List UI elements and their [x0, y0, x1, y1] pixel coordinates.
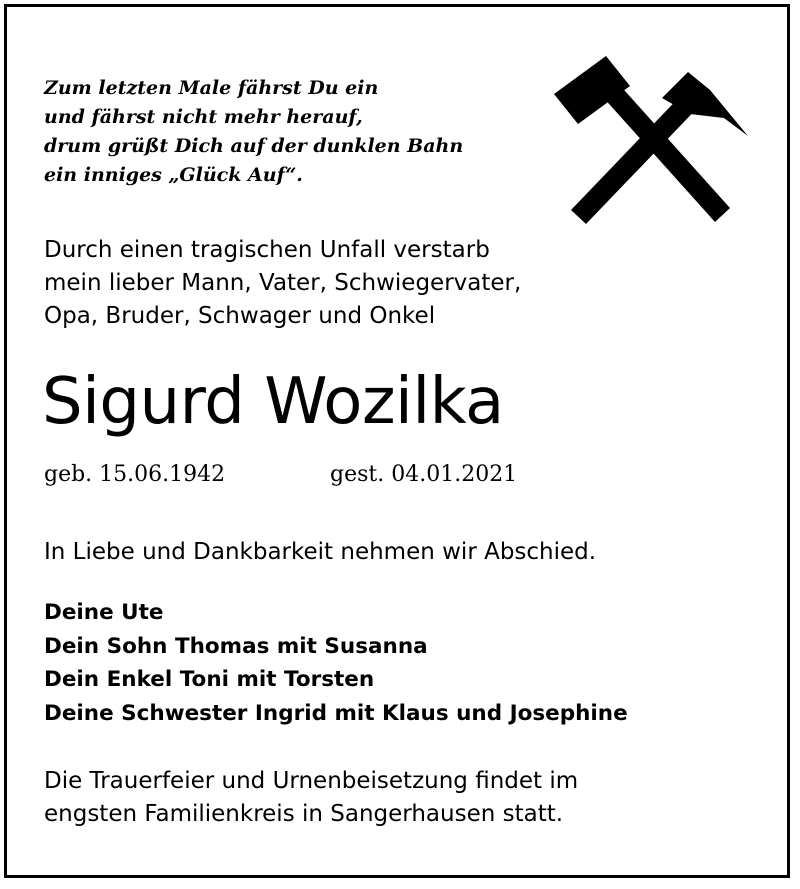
poem-line: und fährst nicht mehr herauf,	[44, 106, 363, 128]
mourner: Deine Ute	[44, 600, 164, 625]
hammer-and-pick-icon	[548, 48, 758, 240]
intro-line: mein lieber Mann, Vater, Schwiegervater,	[44, 270, 522, 296]
poem-line: drum grüßt Dich auf der dunklen Bahn	[44, 135, 464, 157]
poem-line: ein inniges „Glück Auf“.	[44, 164, 303, 186]
notice-line: Die Trauerfeier und Urnenbeisetzung findet im	[44, 768, 579, 794]
birth-date: geb. 15.06.1942	[44, 462, 226, 487]
death-date: gest. 04.01.2021	[330, 462, 518, 487]
intro-line: Opa, Bruder, Schwager und Onkel	[44, 303, 436, 329]
deceased-name: Sigurd Wozilka	[42, 365, 504, 439]
mourners-list	[44, 596, 628, 730]
poem-line: Zum letzten Male fährst Du ein	[44, 77, 379, 99]
mourner: Dein Sohn Thomas mit Susanna	[44, 633, 428, 659]
farewell-text: In Liebe und Dankbarkeit nehmen wir Abschied.	[44, 539, 597, 565]
intro-line: Durch einen tragischen Unfall verstarb	[44, 237, 490, 263]
poem	[44, 74, 544, 190]
life-dates	[44, 460, 518, 490]
funeral-notice	[44, 765, 578, 831]
notice-line: engsten Familienkreis in Sangerhausen statt.	[44, 801, 564, 827]
intro-text	[44, 234, 521, 333]
mourner: Dein Enkel Toni mit Torsten	[44, 667, 375, 692]
mourner: Deine Schwester Ingrid mit Klaus und Josephine	[44, 700, 628, 726]
